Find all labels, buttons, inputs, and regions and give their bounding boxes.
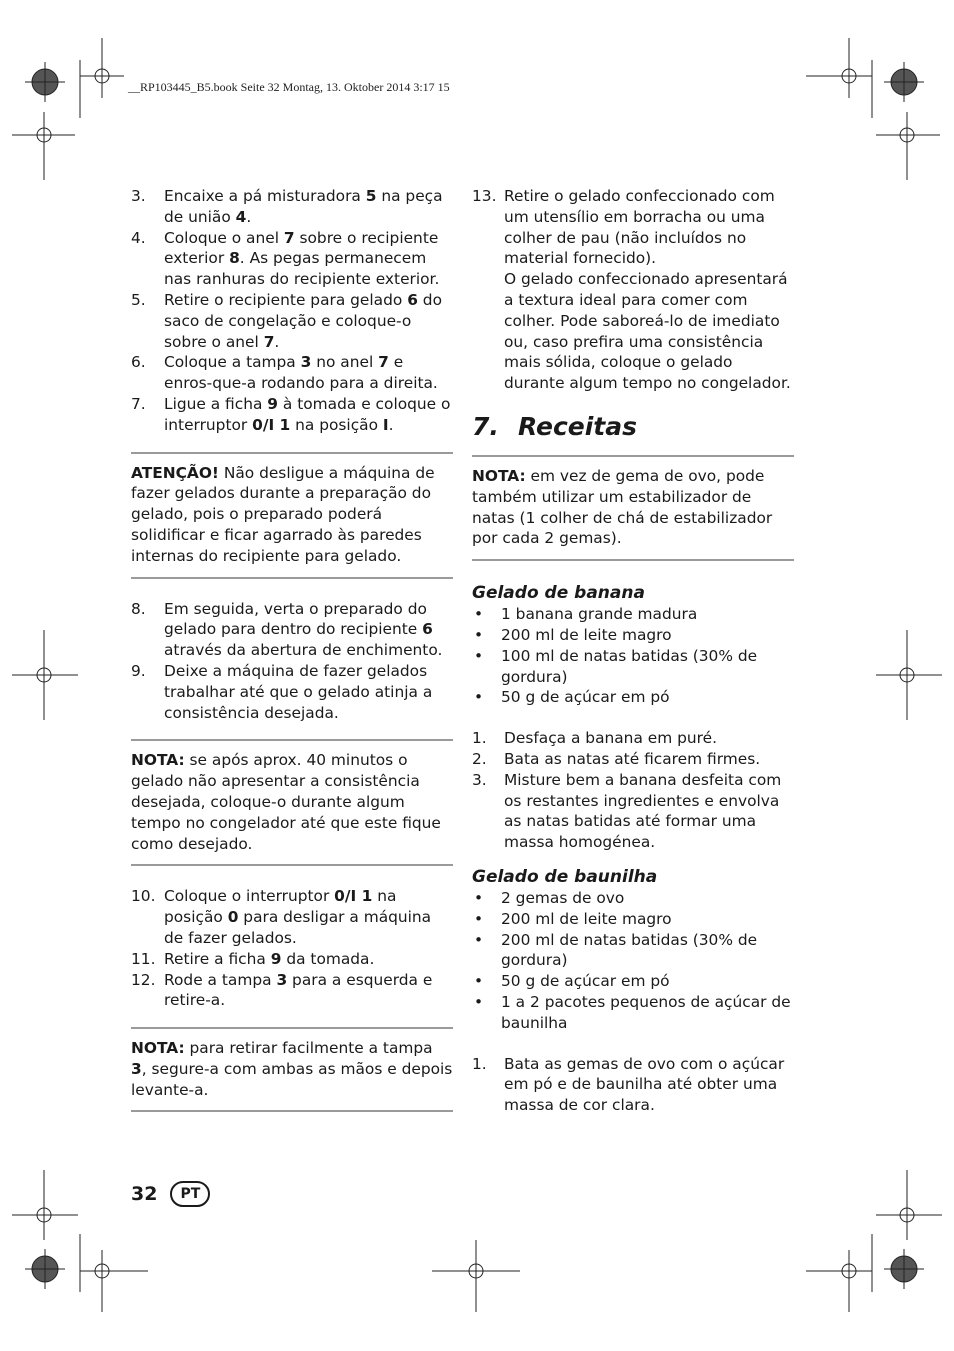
language-badge: PT [170,1181,210,1207]
list-item: • 100 ml de natas batidas (30% de gordura) [474,646,758,686]
list-item: 11. Retire a ficha 9 da tomada. [131,949,375,968]
steps-list-banana [472,728,794,853]
list-item: 3. Misture bem a banana desfeita com os restantes ingredientes e envolva as natas batidas até formar uma massa homogénea. [472,770,782,852]
list-item: • 50 g de açúcar em pó [474,688,670,707]
page-number: 32 [131,1182,158,1205]
left-column [131,186,453,1132]
list-item: • 200 ml de leite magro [474,625,672,644]
list-item: 12. Rode a tampa 3 para a esquerda e retire-a. [131,970,433,1010]
note-text: em vez de gema de ovo, pode também utilizar um estabilizador de natas (1 colher de chá de estabilizador por cada 2 gemas). [472,466,773,548]
note-box [472,455,794,561]
list-item: 9. Deixe a máquina de fazer gelados trabalhar até que o gelado atinja a consistência desejada. [131,661,433,722]
list-item: 1. Desfaça a banana em puré. [472,729,717,748]
warning-text: Não desligue a máquina de fazer gelados durante a preparação do gelado, pois o preparado poderá solidificar e ficar agarrado às paredes internas do recipiente para gelado. [131,463,435,565]
list-item: 1. Bata as gemas de ovo com o açúcar em pó e de baunilha até obter uma massa de cor clara. [472,1054,785,1115]
note-box: NOTA: para retirar facilmente a tampa 3, segure-a com ambas as mãos e depois levante-a. [131,1027,453,1112]
steps-list-baunilha [472,1054,794,1116]
list-item: 13. Retire o gelado confeccionado com um utensílio em borracha ou uma colher de pau (não incluídos no material fornecido). O gelado confeccionado apresentará a textura ideal para comer com colher. Pode saboreá-lo de imediato ou, caso prefira uma consistência mais sólida, coloque o gelado durante algum tempo no congelador. [472,187,791,393]
right-column [472,186,794,1116]
ingredient-list-baunilha [472,888,794,1034]
list-item: 8. Em seguida, verta o preparado do gelado para dentro do recipiente 6 através da abertura de enchimento. [131,599,443,660]
page-footer [131,1181,210,1207]
list-item: • 200 ml de leite magro [474,909,672,928]
list-item: 3. Encaixe a pá misturadora 5 na peça de união 4. [131,187,443,226]
list-item: 5. Retire o recipiente para gelado 6 do saco de congelação e coloque-o sobre o anel 7. [131,290,442,351]
warning-box [131,452,453,579]
list-item: 7. Ligue a ficha 9 à tomada e coloque o interruptor 0/I 1 na posição I. [131,394,451,434]
list-item: • 2 gemas de ovo [474,888,625,907]
list-item: 6. Coloque a tampa 3 no anel 7 e enros-que-a rodando para a direita. [131,353,438,393]
ingredient-list-banana [472,604,794,708]
steps-list-c [131,886,453,1011]
steps-list-b [131,599,453,724]
list-item: 2. Bata as natas até ficarem firmes. [472,749,761,768]
list-item: • 200 ml de natas batidas (30% de gordura) [474,930,758,970]
warning-label: ATENÇÃO! [131,463,219,482]
list-item: 10. Coloque o interruptor 0/I 1 na posição 0 para desligar a máquina de fazer gelados. [131,887,432,947]
list-item: • 1 a 2 pacotes pequenos de açúcar de baunilha [474,992,791,1032]
recipe-title-baunilha: Gelado de baunilha [472,866,658,887]
note-box [131,739,453,866]
list-item: 4. Coloque o anel 7 sobre o recipiente exterior 8. As pegas permanecem nas ranhuras do recipiente exterior. [131,228,440,289]
note-label: NOTA: [472,466,526,485]
note-label: NOTA: [131,751,185,770]
section-title: 7. Receitas [472,411,638,441]
print-header: __RP103445_B5.book Seite 32 Montag, 13. Oktober 2014 3:17 15 [128,80,450,94]
note-label: NOTA: [131,1039,185,1058]
list-item: • 1 banana grande madura [474,605,698,624]
list-item: • 50 g de açúcar em pó [474,972,670,991]
recipe-title-banana: Gelado de banana [472,583,645,604]
steps-list-a [131,186,453,436]
note-text: se após aprox. 40 minutos o gelado não apresentar a consistência desejada, coloque-o durante algum tempo no congelador até que este fique como desejado. [131,751,441,853]
